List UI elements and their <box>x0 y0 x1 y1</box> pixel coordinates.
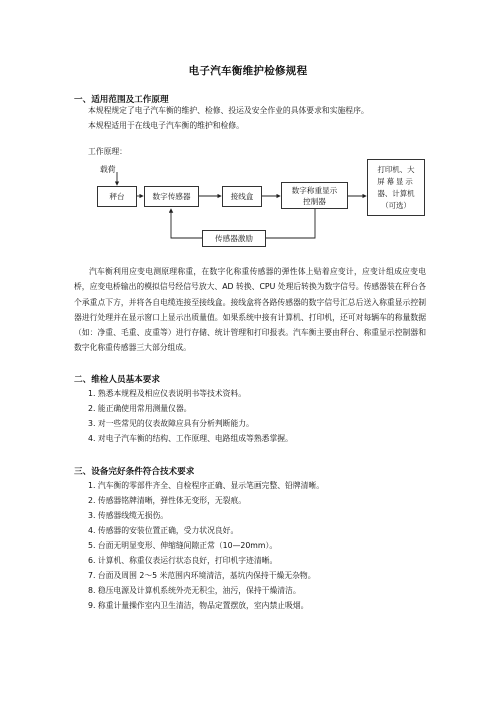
controller-label-1: 数字称重显示 <box>291 185 338 195</box>
section-2-heading: 二、维检人员基本要求 <box>74 375 160 385</box>
excitation-label: 传感器激励 <box>215 234 253 243</box>
feedback-line-left <box>171 209 202 238</box>
section-3-item-8: 8. 稳压电源及计算机系统外壳无积尘，油污，保持干燥清洁。 <box>88 586 301 595</box>
section-2-item-1: 1. 熟悉本规程及相应仪表说明书等技术资料。 <box>88 389 247 398</box>
printer-label-2: 屏幕显示 <box>377 176 415 186</box>
feedback-line-right <box>266 208 315 238</box>
section-3-item-1: 1. 汽车衡的零部件齐全、自检程序正确、显示笔画完整、铅牌清晰。 <box>88 481 325 490</box>
section-3-heading: 三、设备完好条件符合技术要求 <box>74 467 195 477</box>
printer-label-3: 器、计算机 <box>377 188 415 198</box>
junction-label: 接线盒 <box>230 192 254 201</box>
section-2-item-2: 2. 能正确使用常用测量仪器。 <box>88 404 192 413</box>
section-1-heading: 一、适用范围及工作原理 <box>74 95 169 105</box>
section-3-item-7: 7. 台面及周围 2～5 米范围内环境清洁，基坑内保持干燥无杂物。 <box>88 571 316 580</box>
section-3-item-4: 4. 传感器的安装位置正确，受力状况良好。 <box>88 526 239 535</box>
sensor-box <box>144 186 199 207</box>
principle-label: 工作原理： <box>88 147 127 156</box>
printer-box <box>367 159 425 216</box>
page-title: 电子汽车衡维护检修规程 <box>188 65 308 77</box>
principle-paragraph: 汽车衡利用应变电测原理称重，在数字化称重传感器的弹性体上贴着应变计，应变计组成应变电桥，应变电桥输出的模拟信号经信号放大、AD 转换、CPU 处理后转换为数字信号。传感器装在秤台各个承重点下方，并将各自电缆连接至接线盒。接线盒将各路传感器的数字信号汇总后送入称重显示控制器进行处理并在显示窗口上显示出质量值。如果系统中接有计算机、打印机，还可对每辆车的称量数据（如：净重、毛重、皮重等）进行存储、统计管理和打印报表。汽车衡主要由秤台、称重显示控制器和数字化称重传感器三大部分组成。 <box>74 267 426 353</box>
platform-box <box>97 186 137 207</box>
controller-label-2: 控制器 <box>303 196 326 206</box>
load-label: 载荷 <box>100 165 116 174</box>
platform-label: 秤台 <box>109 192 125 201</box>
section-2-item-4: 4. 对电子汽车衡的结构、工作原理、电路组成等熟悉掌握。 <box>88 434 293 443</box>
section-2-item-3: 3. 对一些常见的仪表故障应具有分析判断能力。 <box>88 419 254 428</box>
section-1-line-1: 本规程规定了电子汽车衡的维护、检修、投运及安全作业的具体要求和实施程序。 <box>88 106 369 115</box>
printer-label-1: 打印机、大 <box>377 164 415 174</box>
excitation-box <box>202 230 266 247</box>
section-3-item-2: 2. 传感器铭牌清晰，弹性体无变形，无裂痕。 <box>88 496 247 505</box>
section-3-item-3: 3. 传感器线缆无损伤。 <box>88 511 169 520</box>
controller-box <box>281 182 348 209</box>
section-3-item-6: 6. 计算机、称重仪表运行状态良好，打印机字迹清晰。 <box>88 556 278 565</box>
section-3-item-9: 9. 称重计量操作室内卫生清洁，物品定置摆放，室内禁止吸烟。 <box>88 601 309 610</box>
section-3-item-5: 5. 台面无明显变形、伸缩缝间隙正常（10—20mm）。 <box>88 541 278 550</box>
section-1-line-2: 本规程适用于在线电子汽车衡的维护和检修。 <box>88 121 244 130</box>
printer-label-4: （可选） <box>381 200 411 210</box>
junction-box <box>222 186 262 207</box>
sensor-label: 数字传感器 <box>152 192 191 201</box>
